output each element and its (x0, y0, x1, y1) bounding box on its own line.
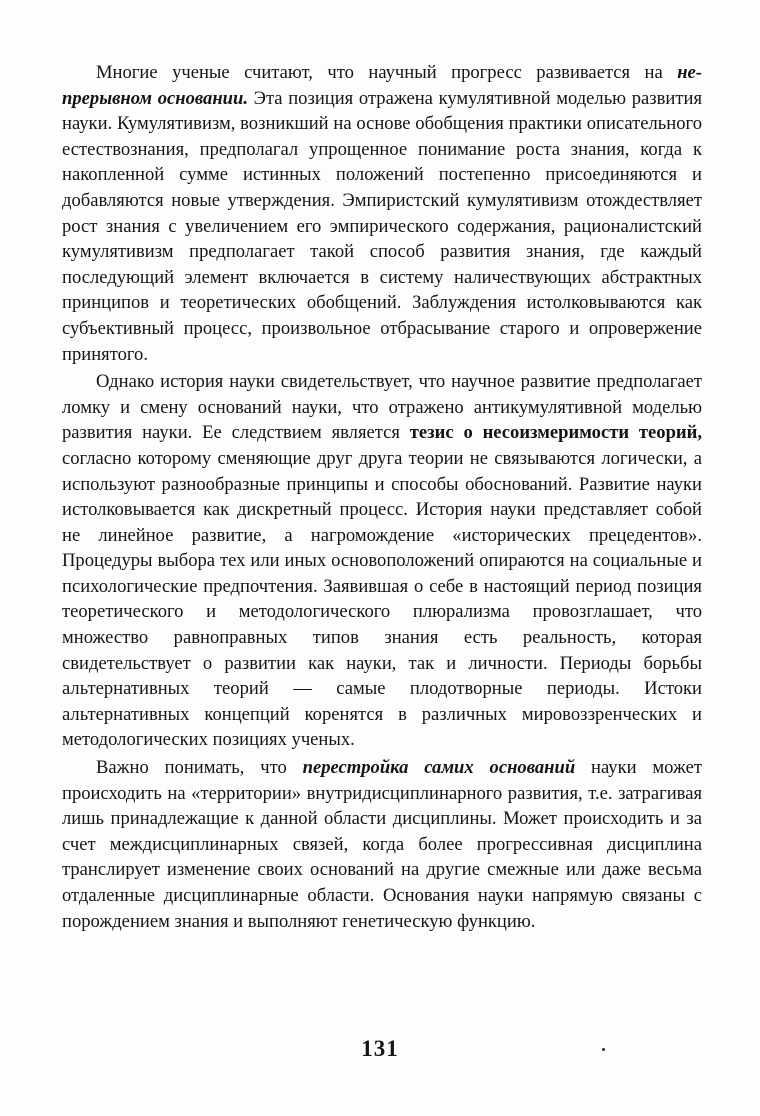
paragraph-3 (62, 755, 702, 934)
paragraph-3-text-cont: науки может происходить на «территории» внутридисциплинарного развития, т.е. затрагивая лишь принадлежащие к данной области дисциплины. Может происходить и за счет междисциплинарных связей, когда более прогрессивная дисциплина транслирует изменение своих оснований на другие смежные или даже весьма отдаленные дисциплинарные области. Основания науки напрямую связаны с порождением знания и выполняют генетическую функцию. (62, 757, 702, 932)
scan-speck (602, 1048, 605, 1051)
paragraph-1-text-cont: Эта позиция отражена кумулятивной моделью развития науки. Кумулятивизм, возникший на основе обобщения практики описательного естествознания, предполагал упрощенное понимание роста знания, когда к накопленной сумме истинных положений постепенно присоединяются и добавляются новые утверждения. Эмпиристский кумулятивизм отождествляет рост знания с увеличением его эмпирического содержания, рационалистский кумулятивизм предполагает такой способ развития знания, где каждый последующий элемент включается в систему наличествующих абстрактных принципов и теоретических обобщений. Заблуждения истолковываются как субъективный процесс, произвольное отбрасывание старого и опровержение принятого. (62, 87, 702, 365)
emphasis-continuous-basis: непрерывном основании. (62, 62, 702, 109)
paragraph-1 (62, 60, 702, 367)
page-number: 131 (361, 1036, 399, 1061)
paragraph-1-text: Многие ученые считают, что научный прогресс развивается на (96, 62, 678, 83)
body-text (62, 60, 702, 934)
paragraph-2-text-cont: согласно которому сменяющие друг друга теории не связываются логически, а используют разнообразные принципы и способы обоснований. Развитие науки истолковывается как дискретный процесс. История науки представляет собой не линейное развитие, а нагромождение «исторических прецедентов». Процедуры выбора тех или иных основоположений опираются на социальные и психологические предпочтения. Заявившая о себе в настоящий период позиция теоретического и методологического плюрализма провозглашает, что множество равноправных типов знания есть реальность, которая свидетельствует о развитии как науки, так и личности. Периоды борьбы альтернативных теорий — самые плодотворные периоды. Истоки альтернативных концепций коренятся в различных мировоззренческих и методологических позициях ученых. (62, 447, 702, 751)
paragraph-2-text: Однако история науки свидетельствует, что научное развитие предполагает ломку и смену оснований науки, что отражено антикумулятивной моделью развития науки. Ее следствием является (62, 371, 702, 444)
emphasis-restructuring-foundations: перестройка самих оснований (302, 757, 576, 779)
emphasis-incommensurability-thesis: тезис о несоизмеримости теорий, (409, 422, 702, 444)
paragraph-3-text: Важно понимать, что (96, 757, 303, 779)
paragraph-2 (62, 369, 702, 753)
